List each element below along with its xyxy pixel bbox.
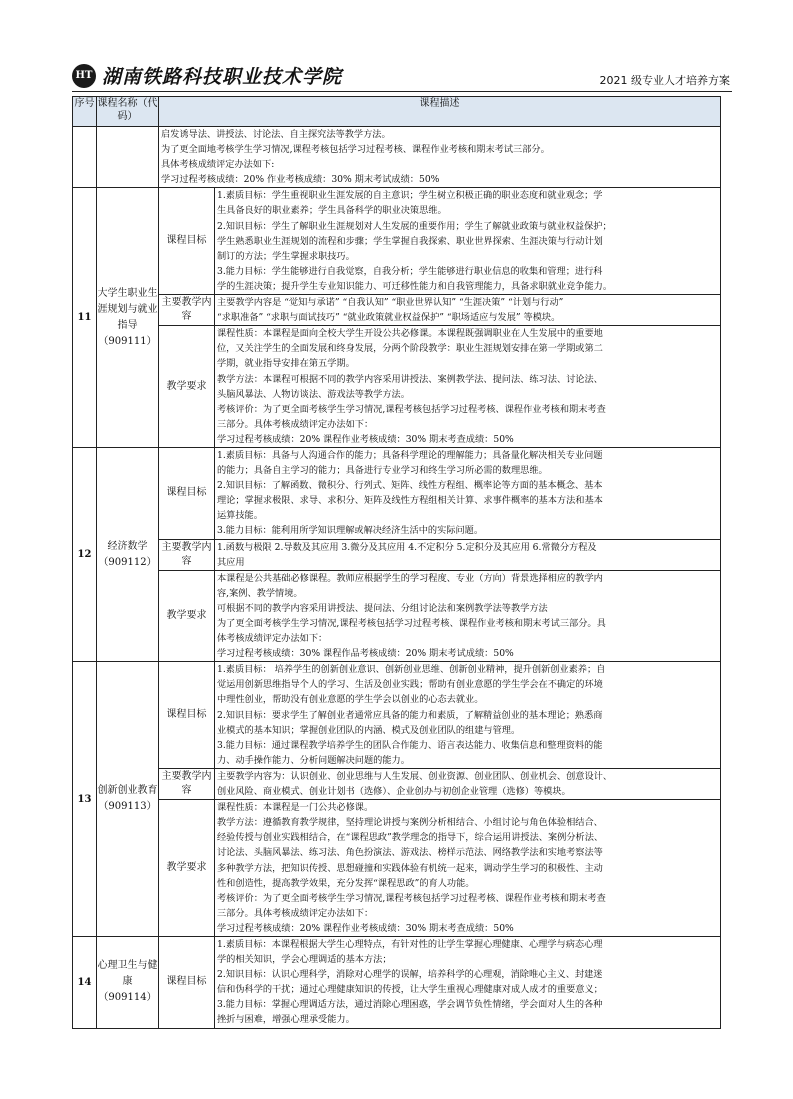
plan-title: 2021 级专业人才培养方案 [599, 74, 730, 87]
content-label: 主要教学内容 [159, 295, 215, 326]
table-row-course-13-requirements [73, 800, 721, 937]
table-row-continuation [73, 127, 721, 188]
table-row-course-14-objective [73, 936, 721, 1028]
course-name: 创新创业教育 （909113） [97, 662, 159, 937]
requirements-label: 教学要求 [159, 326, 215, 448]
col-header-name: 课程名称（代码） [97, 97, 159, 127]
content-label: 主要教学内容 [159, 768, 215, 799]
school-seal-icon: HT [72, 64, 96, 88]
requirements-desc: 课程性质：本课程是面向全校大学生开设公共必修课。本课程既强调职业在人生发展中的重要地 位，又关注学生的全面发展和终身发展，分两个阶段教学：职业生涯规划安排在第一学期或第二 学期，就业指导安排在第五学期。 教学方法：本课程可根据不同的教学内容采用讲授法、案例教学法、提问法、练习法、讨论法、 头脑风暴法、人物访谈法、游戏法等教学方法。 考核评价：为了更全面考核学生学习情况,课程考核包括学习过程考核、课程作业考核和期末考查 三部分。具体考核成绩评定办法如下： 学习过程考核成绩：20% 课程作业考核成绩：30% 期末考查成绩：50% [215, 326, 721, 448]
table-row-course-11-objective [73, 188, 721, 295]
requirements-desc: 本课程是公共基础必修课程。教师应根据学生的学习程度、专业（方向）背景选择相应的教学内 容,案例、教学情境。 可根据不同的教学内容采用讲授法、提问法、分组讨论法和案例教学法等教学方法 为了更全面考核学生学习情况,课程考核包括学习过程考核、课程作业考核和期末考试三部分。具 体考核成绩评定办法如下： 学习过程考核成绩：30% 课程作品考核成绩：20% 期末考试成绩：50% [215, 570, 721, 662]
continuation-desc: 启发诱导法、讲授法、讨论法、自主探究法等教学方法。 为了更全面地考核学生学习情况,课程考核包括学习过程考核、课程作业考核和期末考试三部分。 具体考核成绩评定办法如下: 学习过程考核成绩：20% 作业考核成绩：30% 期末考试成绩：50% [159, 127, 721, 188]
table-row-course-11-requirements [73, 326, 721, 448]
table-row-course-11-content [73, 295, 721, 326]
school-logo [72, 62, 342, 89]
table-row-course-12-requirements [73, 570, 721, 662]
table-row-course-12-objective [73, 447, 721, 539]
course-num: 12 [73, 447, 97, 661]
table-row-course-13-objective [73, 662, 721, 769]
course-table [72, 96, 721, 1029]
requirements-desc: 课程性质：本课程是一门公共必修课。 教学方法：遵循教育教学规律，坚持理论讲授与案例分析相结合、小组讨论与角色体验相结合、 经验传授与创业实践相结合，在“课程思政”教学理念的指导下，综合运用讲授法、案例分析法、 讨论法、头脑风暴法、练习法、角色扮演法、游戏法、榜样示范法、网络教学法和实地考察法等 多种教学方法，把知识传授、思想碰撞和实践体验有机统一起来，调动学生学习的积极性、主动 性和创造性，提高教学效果，充分发挥“课程思政”的育人功能。 考核评价：为了更全面考核学生学习情况,课程考核包括学习过程考核、课程作业考核和期末考查 三部分。具体考核成绩评定办法如下： 学习过程考核成绩：20% 课程作业考核成绩：30% 期末考查成绩：50% [215, 800, 721, 937]
content-label: 主要教学内容 [159, 539, 215, 570]
objective-desc: 1.素质目标：具备与人沟通合作的能力；具备科学理论的理解能力；具备量化解决相关专业问题 的能力；具备自主学习的能力；具备进行专业学习和终生学习所必需的数理思维。 2.知识目标：了解函数、微积分、行列式、矩阵、线性方程组、概率论等方面的基本概念、基本 理论；掌握求极限、求导、求积分、矩阵及线性方程组相关计算、求事件概率的基本方法和基本 运算技能。 3.能力目标：能利用所学知识理解或解决经济生活中的实际问题。 [215, 447, 721, 539]
course-name: 心理卫生与健康 （909114） [97, 936, 159, 1028]
course-num: 14 [73, 936, 97, 1028]
page-header [72, 62, 732, 92]
col-header-num: 序号 [73, 97, 97, 127]
course-num: 11 [73, 188, 97, 448]
course-name: 经济数学 （909112） [97, 447, 159, 661]
table-row-course-12-content [73, 539, 721, 570]
objective-label: 课程目标 [159, 188, 215, 295]
objective-desc: 1.素质目标：本课程根据大学生心理特点，有针对性的让学生掌握心理健康、心理学与病态心理 学的相关知识，学会心理调适的基本方法； 2.知识目标：认识心理科学，消除对心理学的误解，培养科学的心理观，消除唯心主义、封建迷 信和伪科学的干扰；通过心理健康知识的传授，让大学生重视心理健康对成人成才的重要意义； 3.能力目标：掌握心理调适方法，通过消除心理困惑，学会调节负性情绪，学会面对人生的各种 挫折与困难，增强心理承受能力。 [215, 936, 721, 1028]
course-num: 13 [73, 662, 97, 937]
objective-desc: 1.素质目标：学生重视职业生涯发展的自主意识；学生树立积极正确的职业态度和就业观念；学 生具备良好的职业素养；学生具备科学的职业决策思维。 2.知识目标：学生了解职业生涯规划对人生发展的重要作用；学生了解就业政策与就业权益保护； 学生熟悉职业生涯规划的流程和步骤；学生掌握自我探索、职业世界探索、生涯决策与行动计划 制订的方法；学生掌握求职技巧。 3.能力目标：学生能够进行自我觉察，自我分析；学生能够进行职业信息的收集和管理；进行科 学的生涯决策；提升学生专业知识能力、可迁移性能力和自我管理能力，具备求职就业竞争能力。 [215, 188, 721, 295]
school-name: 湖南铁路科技职业技术学院 [102, 66, 343, 88]
objective-label: 课程目标 [159, 447, 215, 539]
objective-label: 课程目标 [159, 936, 215, 1028]
objective-desc: 1.素质目标： 培养学生的创新创业意识、创新创业思维、创新创业精神，提升创新创业素养；自 觉运用创新思维指导个人的学习、生活及创业实践；帮助有创业意愿的学生学会在不确定的环境 中理性创业，帮助没有创业意愿的学生学会以创业的心态去就业。 2.知识目标：要求学生了解创业者通常应具备的能力和素质，了解精益创业的基本理论；熟悉商 业模式的基本知识；掌握创业团队的内涵、模式及创业团队的组建与管理。 3.能力目标：通过课程教学培养学生的团队合作能力、语言表达能力、收集信息和整理资料的能 力、动手操作能力、分析问题解决问题的能力。 [215, 662, 721, 769]
requirements-label: 教学要求 [159, 800, 215, 937]
course-name: 大学生职业生涯规划与就业指导 （909111） [97, 188, 159, 448]
requirements-label: 教学要求 [159, 570, 215, 662]
table-header-row [73, 97, 721, 127]
content-desc: 1.函数与极限 2.导数及其应用 3.微分及其应用 4.不定积分 5.定积分及其应用 6.常微分方程及 其应用 [215, 539, 721, 570]
content-desc: 主要教学内容为：认识创业、创业思维与人生发展、创业资源、创业团队、创业机会、创意设计、 创业风险、商业模式、创业计划书（选修）、企业创办与初创企业管理（选修）等模块。 [215, 768, 721, 799]
objective-label: 课程目标 [159, 662, 215, 769]
content-desc: 主要教学内容是 “觉知与承诺” “自我认知” “职业世界认知” “生涯决策” “计划与行动” “求职准备” “求职与面试技巧” “就业政策就业权益保护” “职场适应与发展” 等模块。 [215, 295, 721, 326]
table-row-course-13-content [73, 768, 721, 799]
col-header-desc: 课程描述 [159, 97, 721, 127]
